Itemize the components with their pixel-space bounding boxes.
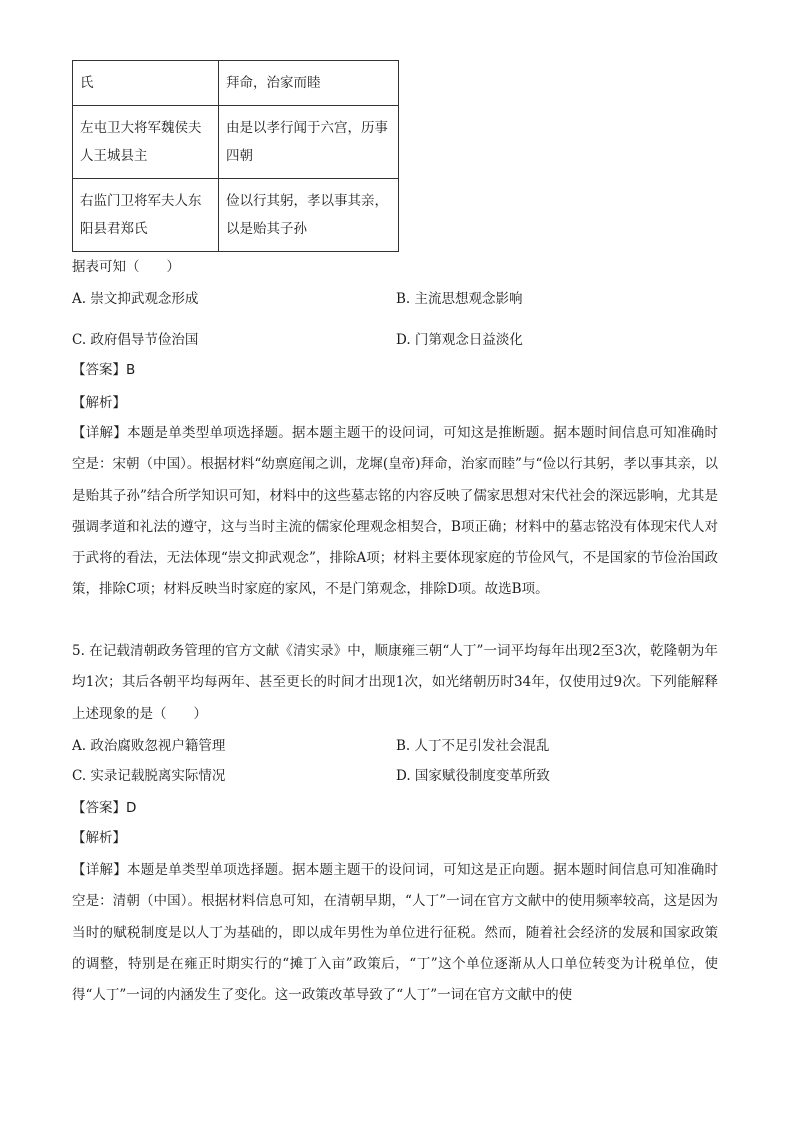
q5-answer: 【答案】D [72,800,137,816]
q4-analysis-label: 【解析】 [72,395,126,411]
table-cell: 由是以孝行闻于六宫，历事四朝 [219,106,399,179]
q5-option-b: B. 人丁不足引发社会混乱 [396,738,550,754]
table-cell: 氏 [73,61,219,106]
q4-detail: 【详解】本题是单类型单项选择题。据本题主题干的设问词，可知这是推断题。据本题时间信息可知准确时空是：宋朝（中国）。根据材料“幼禀庭闱之训，龙墀(皇帝)拜命，治家而睦”与“俭以行其躬，孝以事其亲，以是贻其子孙”结合所学知识可知，材料中的这些墓志铭的内容反映了儒家思想对宋代社会的深远影响，尤其是强调孝道和礼法的遵守，这与当时主流的儒家伦理观念相契合，B项正确；材料中的墓志铭没有体现宋代人对于武将的看法，无法体现“崇文抑武观念”，排除A项；材料主要体现家庭的节俭风气，不是国家的节俭治国政策，排除C项；材料反映当时家庭的家风，不是门第观念，排除D项。故选B项。 [72,425,718,598]
q5-option-c: C. 实录记载脱离实际情况 [72,768,226,784]
table-cell: 右监门卫将军夫人东阳县君郑氏 [73,179,219,252]
q4-option-a: A. 崇文抑武观念形成 [72,291,199,307]
q5-option-a: A. 政治腐败忽视户籍管理 [72,738,226,754]
q4-option-d: D. 门第观念日益淡化 [396,332,523,348]
q5-stem: 5. 在记载清朝政务管理的官方文献《清实录》中，顺康雍三朝“人丁”一词平均每年出现2至3次，乾隆朝为年均1次；其后各朝平均每两年、甚至更长的时间才出现1次，如光绪朝历时34年，仅使用过9次。下列能解释上述现象的是（ ） [72,643,718,722]
q5-analysis-label: 【解析】 [72,830,126,846]
q5-detail: 【详解】本题是单类型单项选择题。据本题主题干的设问词，可知这是正向题。据本题时间信息可知准确时空是：清朝（中国）。根据材料信息可知，在清朝早期，“人丁”一词在官方文献中的使用频率较高，这是因为当时的赋税制度是以人丁为基础的，即以成年男性为单位进行征税。然而，随着社会经济的发展和国家政策的调整，特别是在雍正时期实行的“摊丁入亩”政策后，“丁”这个单位逐渐从人口单位转变为计税单位，使得“人丁”一词的内涵发生了变化。这一政策改革导致了“人丁”一词在官方文献中的使 [72,862,718,1004]
q5-option-d: D. 国家赋役制度变革所致 [396,768,550,784]
q4-stem: 据表可知（ ） [72,259,180,275]
q4-option-c: C. 政府倡导节俭治国 [72,332,199,348]
table-row [73,61,399,106]
q4-answer: 【答案】B [72,362,136,378]
table-cell: 俭以行其躬，孝以事其亲，以是贻其子孙 [219,179,399,252]
table-row [73,179,399,252]
q4-option-b: B. 主流思想观念影响 [396,291,523,307]
epitaph-table [72,60,399,252]
table-cell: 左屯卫大将军魏侯夫人王城县主 [73,106,219,179]
table-cell: 拜命，治家而睦 [219,61,399,106]
table-row [73,106,399,179]
